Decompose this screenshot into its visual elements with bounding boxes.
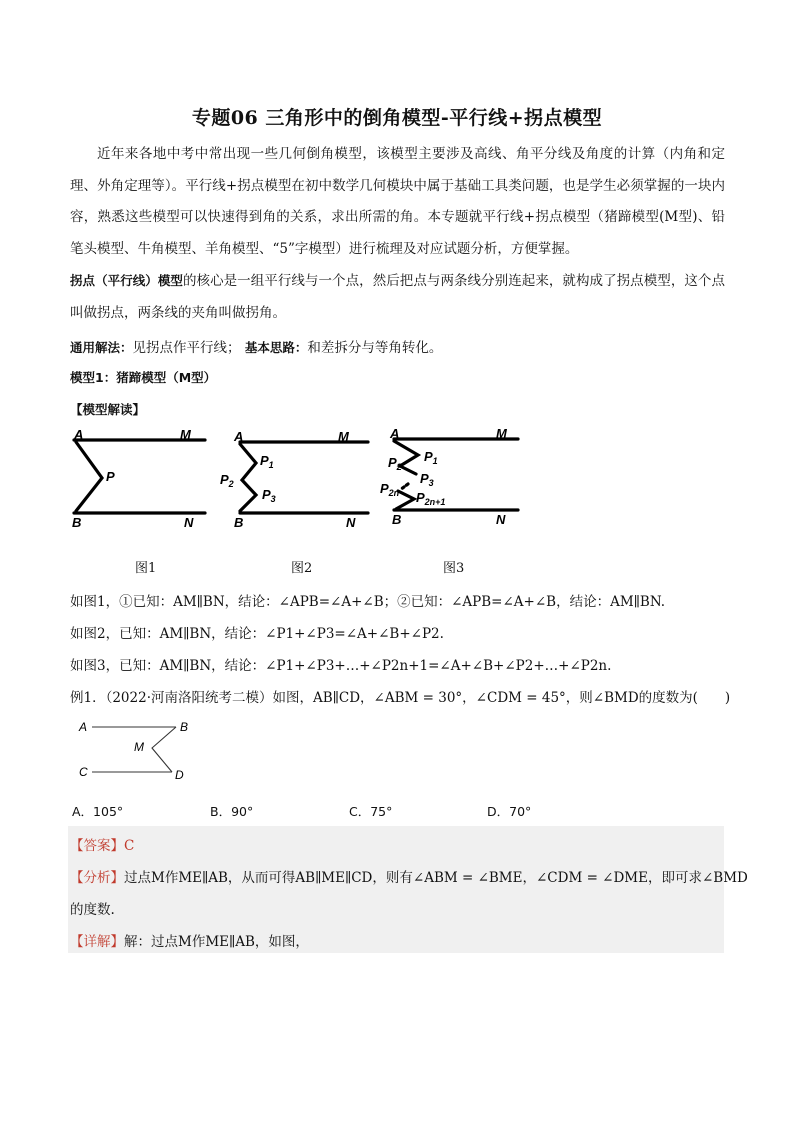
ex-label-a: A <box>79 720 88 734</box>
fig3-label-p2n1: $P_{2n+1}$ <box>416 490 446 507</box>
fig1-label-p: P <box>106 469 115 484</box>
model-core-paragraph <box>70 265 725 329</box>
answer-tag: 【答案】 <box>70 838 124 854</box>
conclusion-figure-2: 如图2，已知：AM∥BN，结论：∠P1+∠P3=∠A+∠B+∠P2. <box>70 626 444 642</box>
ex-label-b: B <box>180 720 189 734</box>
example-1-stem: 例1．（2022·河南洛阳统考二模）如图，AB∥CD，∠ABM = 30°，∠CDM = 45°，则∠BMD的度数为( ) <box>70 690 731 706</box>
figure-2-caption: 图2 <box>291 561 313 576</box>
analysis-line-2: 的度数. <box>70 902 115 918</box>
model-core-text: 的核心是一组平行线与一个点，然后把点与两条线分别连起来，就构成了拐点模型，这个点叫做拐点，两条线的夹角叫做拐角。 <box>70 273 725 321</box>
fig3-label-b: B <box>392 512 402 527</box>
general-method-line <box>70 336 442 356</box>
answer-line <box>70 834 134 854</box>
analysis-text: 过点M作ME∥AB，从而可得AB∥ME∥CD，则有∠ABM = ∠BME，∠CDM = ∠DME，即可求∠BMD <box>124 870 748 886</box>
fig1-label-m: M <box>180 427 191 442</box>
fig3-label-p1: $P_1$ <box>424 449 438 466</box>
figure-1-caption: 图1 <box>135 561 157 576</box>
fig1-label-n: N <box>184 515 194 530</box>
basic-idea-text: 和差拆分与等角转化。 <box>307 340 443 356</box>
fig1-label-a: A <box>74 427 84 442</box>
model-core-term: 拐点（平行线）模型 <box>70 273 183 288</box>
ex-label-m: M <box>134 740 144 754</box>
fig3-label-p3: $P_3$ <box>420 471 434 488</box>
general-method-text: 见拐点作平行线； <box>132 340 241 356</box>
fig3-label-p2n: $P_{2n}$ <box>380 481 400 498</box>
ex-label-d: D <box>175 768 184 782</box>
detail-line <box>70 930 309 950</box>
fig3-label-m: M <box>496 426 507 441</box>
option-d: D．70° <box>487 804 532 819</box>
model-heading: 模型1：猪蹄模型（M型） <box>70 370 217 385</box>
fig2-label-b: B <box>234 515 244 530</box>
figure-1 <box>70 425 210 535</box>
analysis-line <box>70 866 748 886</box>
fig2-label-a: A <box>234 429 244 444</box>
page-title: 专题06 三角形中的倒角模型-平行线+拐点模型 <box>191 107 603 129</box>
fig2-label-n: N <box>346 515 356 530</box>
fig2-label-p3: $P_3$ <box>262 487 276 504</box>
intro-paragraph: 近年来各地中考中常出现一些几何倒角模型，该模型主要涉及高线、角平分线及角度的计算（内角和定理、外角定理等）。平行线+拐点模型在初中数学几何模块中属于基础工具类问题，也是学生必须掌握的一块内容，熟悉这些模型可以快速得到角的关系，求出所需的角。本专题就平行线+拐点模型（猪蹄模型(M型)、铅笔头模型、牛角模型、羊角模型、“5”字模型）进行梳理及对应试题分析，方便掌握。 <box>70 146 725 257</box>
fig3-label-n: N <box>496 512 506 527</box>
fig3-label-p2: $P_2$ <box>388 455 402 472</box>
figure-3-caption: 图3 <box>443 561 465 576</box>
detail-text: 解：过点M作ME∥AB，如图， <box>124 934 309 950</box>
figure-3 <box>378 425 528 535</box>
general-method-label: 通用解法： <box>70 340 133 355</box>
conclusion-figure-1: 如图1，①已知：AM∥BN，结论：∠APB=∠A+∠B；②已知：∠APB=∠A+∠B，结论：AM∥BN. <box>70 594 666 610</box>
model-reading-heading: 【模型解读】 <box>70 402 146 417</box>
conclusion-figure-3: 如图3，已知：AM∥BN，结论：∠P1+∠P3+…+∠P2n+1=∠A+∠B+∠P2+…+∠P2n. <box>70 658 612 674</box>
option-b: B．90° <box>210 804 254 819</box>
basic-idea-label: 基本思路： <box>244 340 308 355</box>
fig3-label-a: A <box>390 426 400 441</box>
detail-tag: 【详解】 <box>70 934 124 950</box>
fig1-label-b: B <box>72 515 82 530</box>
fig2-label-m: M <box>338 429 349 444</box>
option-a: A．105° <box>72 804 124 819</box>
figure-2 <box>218 425 378 535</box>
analysis-tag: 【分析】 <box>70 870 124 886</box>
fig2-label-p2: $P_2$ <box>220 472 234 489</box>
ex-label-c: C <box>79 765 88 779</box>
option-c: C．75° <box>349 804 393 819</box>
example-1-diagram <box>76 715 201 785</box>
answer-value: C <box>124 838 135 854</box>
fig2-label-p1: $P_1$ <box>260 453 274 470</box>
